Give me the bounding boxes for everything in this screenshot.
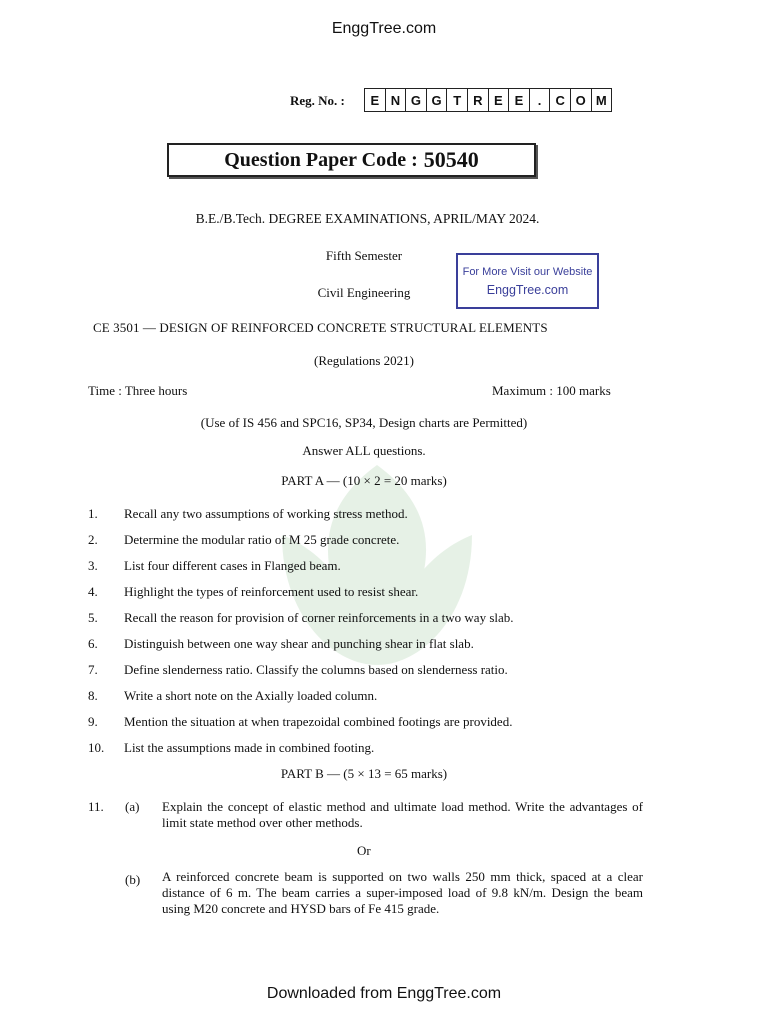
reg-no-char-box: . bbox=[530, 89, 551, 111]
regulations: (Regulations 2021) bbox=[313, 353, 414, 368]
question-number: 7. bbox=[88, 662, 98, 677]
question-number: 8. bbox=[88, 688, 98, 703]
question-number: 2. bbox=[88, 532, 98, 547]
reg-no-char-box: G bbox=[406, 89, 427, 111]
paper-code-label: Question Paper Code : bbox=[224, 148, 418, 171]
question-number: 3. bbox=[88, 558, 98, 573]
time-allowed: Time : Three hours bbox=[88, 383, 188, 398]
reg-no-char-box: T bbox=[447, 89, 468, 111]
question-text: Highlight the types of reinforcement used to resist shear. bbox=[124, 584, 419, 599]
question-number: 9. bbox=[88, 714, 98, 729]
reg-no-char-box: N bbox=[386, 89, 407, 111]
question-11b-text: A reinforced concrete beam is supported on two walls 250 mm thick, spaced at a clear distance of 6 m. The beam carries a super-imposed load of 9.8 kN/m. Design the beam using M20 concrete and HYSD bars of Fe 415 grade. bbox=[162, 869, 643, 916]
question-number: 4. bbox=[88, 584, 98, 599]
question-11-number: 11. bbox=[88, 799, 104, 814]
question-paper-code-box bbox=[167, 143, 536, 177]
reg-no-char-box: R bbox=[468, 89, 489, 111]
reg-no-char-box: E bbox=[509, 89, 530, 111]
part-a-heading: PART A — (10 × 2 = 20 marks) bbox=[281, 473, 447, 488]
paper-code-number: 50540 bbox=[423, 147, 479, 172]
question-text: List four different cases in Flanged beam. bbox=[124, 558, 341, 573]
branch: Civil Engineering bbox=[317, 285, 411, 300]
question-11b-label: (b) bbox=[125, 872, 141, 887]
reg-no-label: Reg. No. : bbox=[290, 93, 345, 108]
answer-all-instruction: Answer ALL questions. bbox=[302, 443, 426, 458]
question-text: Determine the modular ratio of M 25 grade concrete. bbox=[124, 532, 400, 547]
site-header-text: EnggTree.com bbox=[331, 20, 437, 37]
reg-no-char-box: O bbox=[571, 89, 592, 111]
website-promo-box bbox=[456, 253, 599, 309]
course-title: CE 3501 — DESIGN OF REINFORCED CONCRETE STRUCTURAL ELEMENTS bbox=[93, 320, 548, 335]
website-promo-line2: EnggTree.com bbox=[486, 282, 569, 297]
question-number: 1. bbox=[88, 506, 98, 521]
question-number: 10. bbox=[88, 740, 105, 755]
reg-no-char-box: E bbox=[489, 89, 510, 111]
question-text: Recall the reason for provision of corner reinforcements in a two way slab. bbox=[124, 610, 514, 625]
question-11a-text: Explain the concept of elastic method and ultimate load method. Write the advantages of limit state method over other methods. bbox=[162, 799, 643, 830]
reg-no-char-box: E bbox=[365, 89, 386, 111]
question-text: Define slenderness ratio. Classify the columns based on slenderness ratio. bbox=[124, 662, 508, 677]
semester: Fifth Semester bbox=[325, 248, 403, 263]
reg-no-char-box: M bbox=[592, 89, 613, 111]
question-text: Mention the situation at when trapezoidal combined footings are provided. bbox=[124, 714, 513, 729]
question-text: Write a short note on the Axially loaded column. bbox=[124, 688, 378, 703]
site-footer-text: Downloaded from EnggTree.com bbox=[266, 985, 502, 1002]
reg-no-char-box: C bbox=[550, 89, 571, 111]
question-number: 6. bbox=[88, 636, 98, 651]
question-11a-label: (a) bbox=[125, 799, 140, 814]
reg-no-boxes bbox=[364, 88, 612, 112]
reg-no-char-box: G bbox=[427, 89, 448, 111]
part-b-heading: PART B — (5 × 13 = 65 marks) bbox=[280, 766, 448, 781]
question-11-or: Or bbox=[357, 843, 371, 858]
website-promo-line1: For More Visit our Website bbox=[462, 265, 593, 278]
question-text: Distinguish between one way shear and punching shear in flat slab. bbox=[124, 636, 474, 651]
question-text: List the assumptions made in combined footing. bbox=[124, 740, 375, 755]
question-text: Recall any two assumptions of working stress method. bbox=[124, 506, 408, 521]
question-number: 5. bbox=[88, 610, 98, 625]
maximum-marks: Maximum : 100 marks bbox=[492, 383, 611, 398]
permitted-materials-note: (Use of IS 456 and SPC16, SP34, Design charts are Permitted) bbox=[200, 415, 528, 430]
exam-title: B.E./B.Tech. DEGREE EXAMINATIONS, APRIL/MAY 2024. bbox=[195, 211, 540, 226]
